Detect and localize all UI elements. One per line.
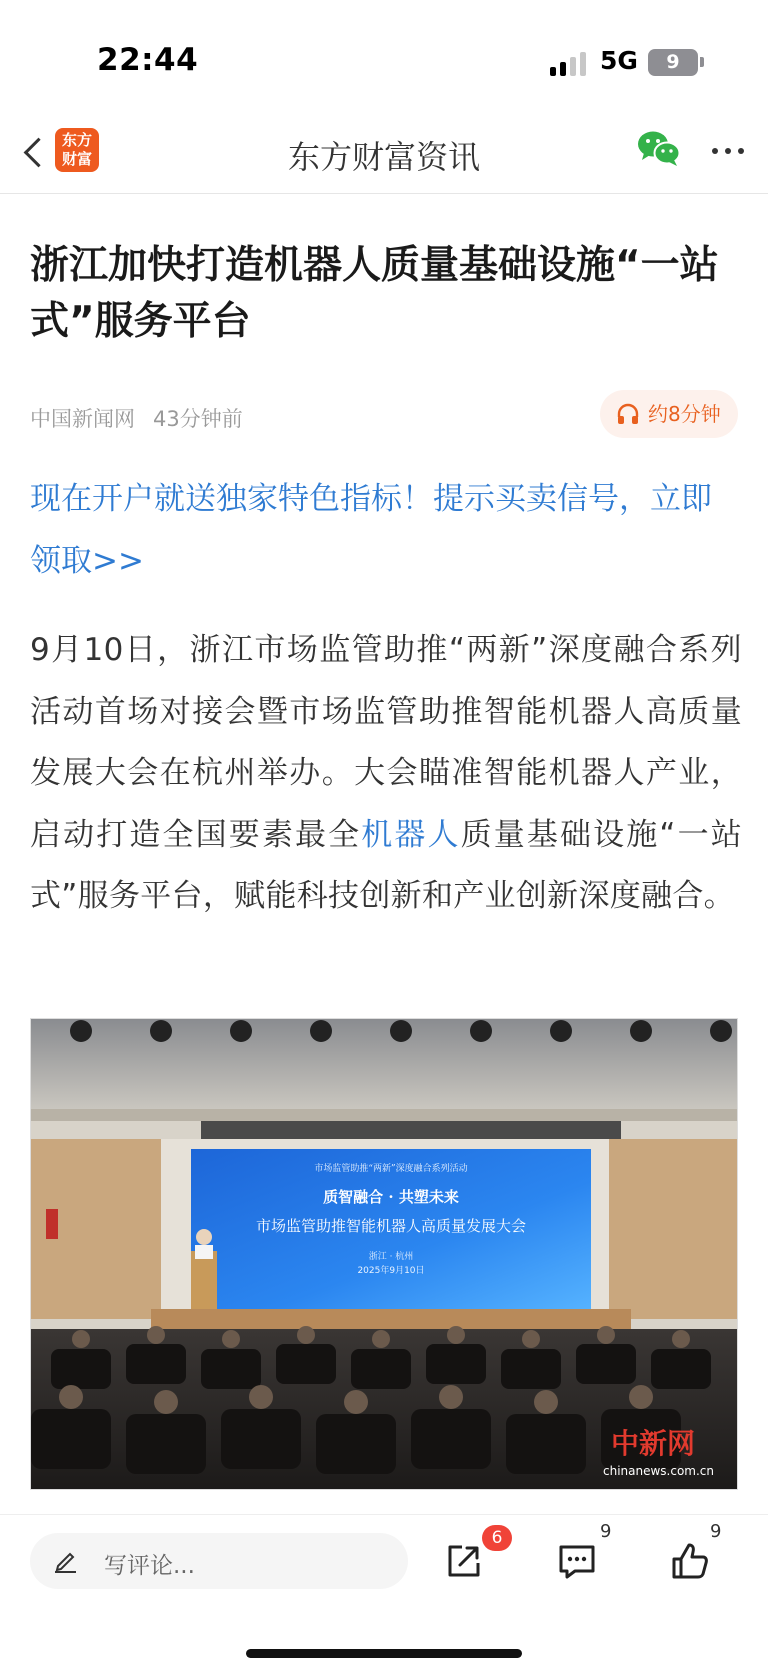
- home-indicator[interactable]: [246, 1649, 522, 1658]
- nav-bar: [0, 110, 768, 194]
- listen-label: 约8分钟: [648, 402, 721, 426]
- status-bar: [0, 0, 768, 110]
- bottom-toolbar: [0, 1514, 768, 1670]
- battery-icon: 9: [648, 49, 698, 76]
- like-count: 9: [710, 1521, 722, 1542]
- comments-button[interactable]: [553, 1537, 601, 1585]
- listen-button[interactable]: [600, 390, 738, 438]
- page-title: 东方财富资讯: [287, 138, 480, 176]
- article-time: 43分钟前: [153, 407, 243, 431]
- clock: 22:44: [97, 42, 199, 78]
- article-meta: [30, 403, 243, 433]
- comment-input[interactable]: [30, 1533, 408, 1589]
- comment-placeholder: 写评论...: [104, 1553, 195, 1579]
- promo-link[interactable]: 现在开户就送独家特色指标！提示买卖信号，立即领取>>: [30, 481, 712, 579]
- share-button[interactable]: [440, 1537, 488, 1585]
- screen-date: 2025年9月10日: [357, 1266, 425, 1276]
- comment-count: 9: [600, 1521, 612, 1542]
- screen-title: 市场监管助推智能机器人高质量发展大会: [255, 1217, 527, 1235]
- more-dots-icon[interactable]: [708, 130, 748, 170]
- network-type: 5G: [600, 46, 638, 75]
- headphones-icon: [616, 403, 640, 425]
- article-title: 浙江加快打造机器人质量基础设施“一站式”服务平台: [30, 243, 719, 344]
- watermark-logo: 中新网: [611, 1427, 696, 1460]
- cellular-signal-icon: [550, 50, 590, 76]
- app-logo: 东方 财富: [55, 128, 99, 172]
- screen-top-text: 市场监管助推“两新”深度融合系列活动: [314, 1164, 468, 1174]
- like-button[interactable]: [666, 1537, 714, 1585]
- article-photo[interactable]: [30, 1018, 738, 1490]
- screen-place: 浙江 · 杭州: [368, 1252, 414, 1262]
- keyword-link[interactable]: 机器人: [361, 816, 461, 853]
- comment-icon: [553, 1537, 601, 1585]
- article-body: 9月10日，浙江市场监管助推“两新”深度融合系列活动首场对接会暨市场监管助推智能机器人高质量发展大会在杭州举办。大会瞄准智能机器人产业，启动打造全国要素最全机器人质量基础设施“一站式”服务平台，赋能科技创新和产业创新深度融合。: [30, 632, 743, 914]
- wechat-icon[interactable]: [636, 128, 682, 168]
- share-badge: 6: [482, 1525, 512, 1551]
- share-icon: [440, 1537, 488, 1585]
- watermark-url: chinanews.com.cn: [603, 1464, 715, 1478]
- article-source[interactable]: 中国新闻网: [30, 407, 135, 431]
- screen-slogan: 质智融合 · 共塑未来: [323, 1188, 459, 1206]
- thumbs-up-icon: [666, 1537, 714, 1585]
- pencil-icon: [52, 1547, 78, 1573]
